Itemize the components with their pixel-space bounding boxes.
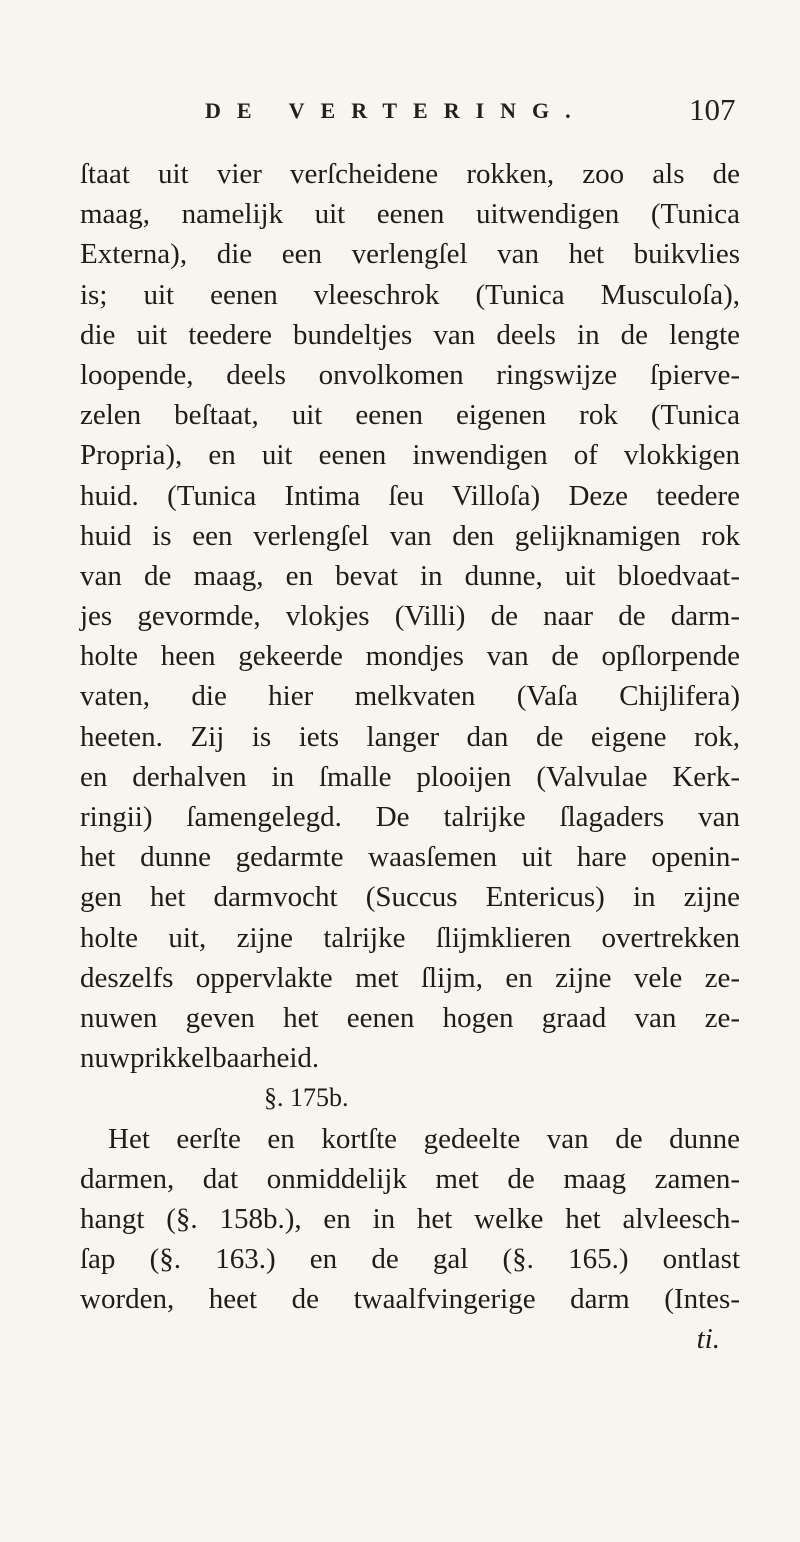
catchword: ti. bbox=[696, 1323, 720, 1356]
text-line: heeten. Zij is iets langer dan de eigene rok, bbox=[80, 720, 740, 753]
text-line: en derhalven in ſmalle plooijen (Valvulae Kerk- bbox=[80, 760, 740, 793]
text-line: holte uit, zijne talrijke ſlijmklieren overtrekken bbox=[80, 921, 740, 954]
page-header bbox=[0, 92, 800, 132]
text-line: worden, heet de twaalfvingerige darm (Intes- bbox=[80, 1283, 740, 1316]
text-line: jes gevormde, vlokjes (Villi) de naar de darm- bbox=[80, 600, 740, 633]
section-mark: §. 175b. bbox=[264, 1083, 349, 1113]
text-line: holte heen gekeerde mondjes van de opſlorpende bbox=[80, 640, 740, 673]
text-line: gen het darmvocht (Succus Entericus) in zijne bbox=[80, 881, 740, 914]
text-line: zelen beſtaat, uit eenen eigenen rok (Tunica bbox=[80, 399, 740, 432]
text-line: van de maag, en bevat in dunne, uit bloedvaat- bbox=[80, 559, 740, 592]
text-line: vaten, die hier melkvaten (Vaſa Chijlifera) bbox=[80, 680, 740, 713]
text-line: huid. (Tunica Intima ſeu Villoſa) Deze teedere bbox=[80, 479, 740, 512]
text-line: het dunne gedarmte waasſemen uit hare openin- bbox=[80, 841, 740, 874]
text-line: darmen, dat onmiddelijk met de maag zamen- bbox=[80, 1162, 740, 1195]
text-line: deszelfs oppervlakte met ſlijm, en zijne vele ze- bbox=[80, 961, 740, 994]
text-line: ſtaat uit vier verſcheidene rokken, zoo als de bbox=[80, 158, 740, 190]
running-head: DE VERTERING. bbox=[205, 98, 587, 123]
text-line: maag, namelijk uit eenen uitwendigen (Tunica bbox=[80, 198, 740, 231]
text-line: Propria), en uit eenen inwendigen of vlokkigen bbox=[80, 439, 740, 472]
text-line: nuwen geven het eenen hogen graad van ze- bbox=[80, 1001, 740, 1034]
text-line: is; uit eenen vleeschrok (Tunica Musculoſa), bbox=[80, 278, 740, 311]
text-line: loopende, deels onvolkomen ringswijze ſpierve- bbox=[80, 358, 740, 391]
text-line-last: nuwprikkelbaarheid. bbox=[80, 1042, 320, 1075]
text-line: huid is een verlengſel van den gelijknamigen rok bbox=[80, 519, 740, 552]
text-line: hangt (§. 158b.), en in het welke het alvleesch- bbox=[80, 1202, 740, 1235]
page-number: 107 bbox=[689, 92, 736, 127]
text-line: ringii) ſamengelegd. De talrijke ſlagaders van bbox=[80, 801, 740, 833]
text-line: ſap (§. 163.) en de gal (§. 165.) ontlast bbox=[80, 1243, 740, 1276]
text-line: Het eerſte en kortſte gedeelte van de dunne bbox=[108, 1122, 740, 1155]
text-line: die uit teedere bundeltjes van deels in de lengte bbox=[80, 318, 740, 351]
body-text bbox=[80, 154, 740, 1360]
text-line: Externa), die een verlengſel van het buikvlies bbox=[80, 238, 740, 271]
